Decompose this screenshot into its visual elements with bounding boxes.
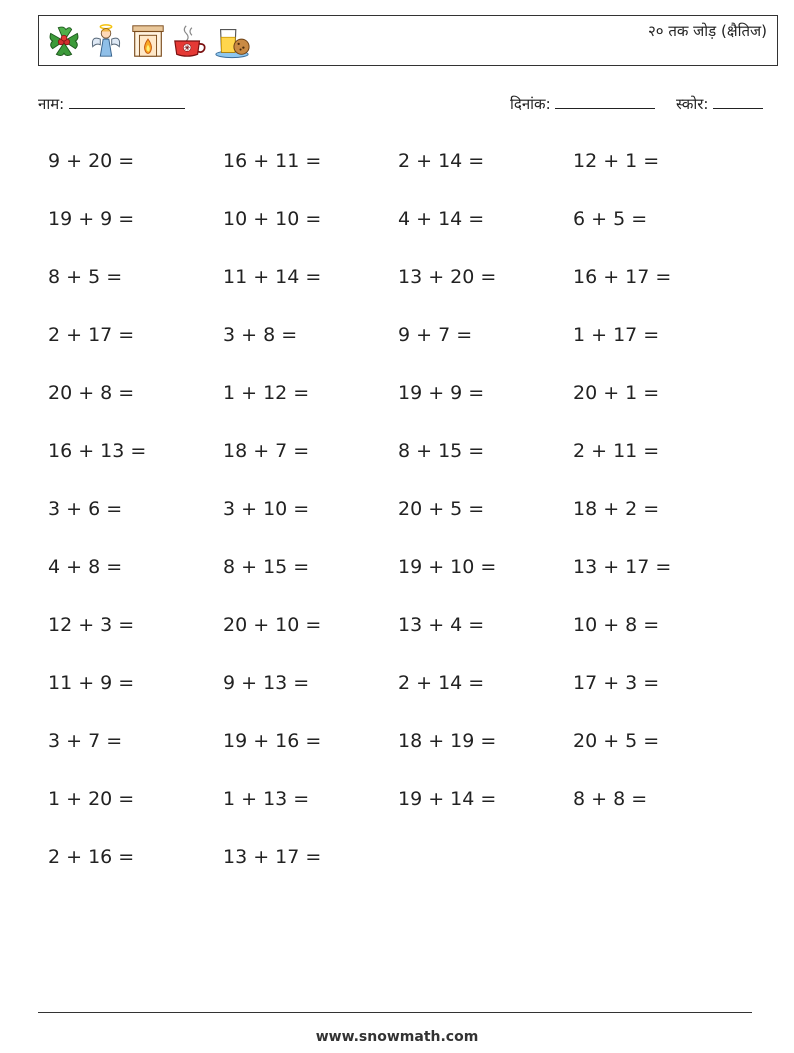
header-icons <box>45 22 251 60</box>
problem-item: 2 + 17 = <box>48 324 135 346</box>
problem-item: 20 + 5 = <box>573 730 660 752</box>
problem-item: 4 + 8 = <box>48 556 123 578</box>
problem-item: 4 + 14 = <box>398 208 485 230</box>
problem-row <box>48 553 748 611</box>
problem-item: 10 + 8 = <box>573 614 660 636</box>
problem-item: 10 + 10 = <box>223 208 322 230</box>
problem-item: 11 + 14 = <box>223 266 322 288</box>
problem-item: 9 + 20 = <box>48 150 135 172</box>
problem-item: 1 + 17 = <box>573 324 660 346</box>
problem-item: 3 + 10 = <box>223 498 310 520</box>
problem-item: 1 + 20 = <box>48 788 135 810</box>
problem-row <box>48 379 748 437</box>
problem-item: 16 + 11 = <box>223 150 322 172</box>
problem-item: 20 + 10 = <box>223 614 322 636</box>
problem-item: 13 + 4 = <box>398 614 485 636</box>
problem-item: 19 + 9 = <box>398 382 485 404</box>
problem-item: 3 + 6 = <box>48 498 123 520</box>
problem-item: 18 + 19 = <box>398 730 497 752</box>
name-field[interactable] <box>38 94 185 114</box>
problem-item: 19 + 16 = <box>223 730 322 752</box>
problem-item: 6 + 5 = <box>573 208 648 230</box>
problem-item: 8 + 15 = <box>223 556 310 578</box>
problem-item: 2 + 16 = <box>48 846 135 868</box>
problem-item: 17 + 3 = <box>573 672 660 694</box>
problem-item: 20 + 1 = <box>573 382 660 404</box>
problem-item: 13 + 20 = <box>398 266 497 288</box>
problem-row <box>48 263 748 321</box>
problem-item: 16 + 17 = <box>573 266 672 288</box>
problem-item: 20 + 5 = <box>398 498 485 520</box>
name-label: नाम: <box>38 95 65 113</box>
score-blank[interactable] <box>713 94 763 109</box>
problem-item: 3 + 7 = <box>48 730 123 752</box>
problem-grid <box>48 147 748 901</box>
problem-item: 2 + 14 = <box>398 150 485 172</box>
date-label: दिनांक: <box>510 95 551 113</box>
footer-divider <box>38 1012 752 1013</box>
problem-item: 8 + 5 = <box>48 266 123 288</box>
problem-row <box>48 147 748 205</box>
problem-item: 9 + 7 = <box>398 324 473 346</box>
problem-item: 18 + 7 = <box>223 440 310 462</box>
score-label: स्कोर: <box>676 95 709 113</box>
problem-row <box>48 727 748 785</box>
problem-item: 18 + 2 = <box>573 498 660 520</box>
problem-item: 2 + 11 = <box>573 440 660 462</box>
problem-item: 20 + 8 = <box>48 382 135 404</box>
problem-row <box>48 785 748 843</box>
problem-item: 3 + 8 = <box>223 324 298 346</box>
problem-row <box>48 669 748 727</box>
problem-row <box>48 321 748 379</box>
problem-item: 9 + 13 = <box>223 672 310 694</box>
date-blank[interactable] <box>555 94 655 109</box>
problem-item: 13 + 17 = <box>223 846 322 868</box>
problem-item: 16 + 13 = <box>48 440 147 462</box>
problem-item: 19 + 14 = <box>398 788 497 810</box>
problem-row <box>48 437 748 495</box>
problem-row <box>48 611 748 669</box>
teacup-icon <box>171 22 209 60</box>
angel-icon <box>87 22 125 60</box>
problem-item: 11 + 9 = <box>48 672 135 694</box>
problem-row <box>48 495 748 553</box>
fireplace-icon <box>129 22 167 60</box>
problem-item: 19 + 9 = <box>48 208 135 230</box>
problem-item: 12 + 1 = <box>573 150 660 172</box>
worksheet-title: २० तक जोड़ (क्षैतिज) <box>647 22 767 40</box>
problem-item: 12 + 3 = <box>48 614 135 636</box>
problem-row <box>48 843 748 901</box>
problem-item: 1 + 13 = <box>223 788 310 810</box>
holly-icon <box>45 22 83 60</box>
worksheet-header <box>38 15 778 66</box>
problem-item: 19 + 10 = <box>398 556 497 578</box>
footer-url: www.snowmath.com <box>315 1029 479 1045</box>
problem-row <box>48 205 748 263</box>
name-blank[interactable] <box>69 94 185 109</box>
problem-item: 8 + 8 = <box>573 788 648 810</box>
problem-item: 13 + 17 = <box>573 556 672 578</box>
date-field[interactable] <box>510 94 655 114</box>
problem-item: 1 + 12 = <box>223 382 310 404</box>
milk-cookie-icon <box>213 22 251 60</box>
problem-item: 2 + 14 = <box>398 672 485 694</box>
problem-item: 8 + 15 = <box>398 440 485 462</box>
score-field[interactable] <box>676 94 763 114</box>
